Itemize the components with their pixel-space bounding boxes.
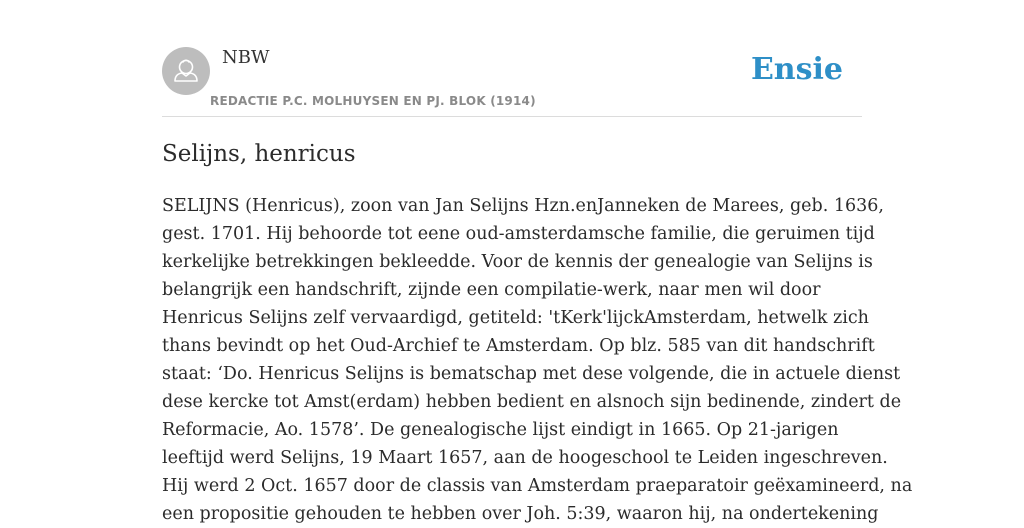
article-line: gest. 1701. Hij behoorde tot eene oud-amsterdamsche familie, die geruimen tijd	[162, 224, 875, 244]
article-line: staat: ‘Do. Henricus Selijns is bematschap met dese volgende, die in actuele dienst	[162, 364, 901, 384]
article-body	[162, 192, 913, 528]
article-line: dese kercke tot Amst(erdam) hebben bedient en alsnoch sijn bedinende, zindert de	[162, 392, 902, 412]
article-line: SELIJNS (Henricus), zoon van Jan Selijns Hzn.enJanneken de Marees, geb. 1636,	[162, 196, 884, 216]
source-subtitle: REDACTIE P.C. MOLHUYSEN EN PJ. BLOK (1914)	[210, 94, 536, 108]
article-line: thans bevindt op het Oud-Archief te Amsterdam. Op blz. 585 van dit handschrift	[162, 336, 875, 356]
article-line: Hij werd 2 Oct. 1657 door de classis van Amsterdam praeparatoir geëxamineerd, na	[162, 476, 913, 496]
article-title: Selijns, henricus	[162, 141, 356, 167]
user-silhouette-icon	[162, 47, 210, 95]
source-avatar	[162, 47, 210, 95]
article-line: leeftijd werd Selijns, 19 Maart 1657, aan de hoogeschool te Leiden ingeschreven.	[162, 448, 888, 468]
article-line: kerkelijke betrekkingen bekleedde. Voor de kennis der genealogie van Selijns is	[162, 252, 873, 272]
source-header	[162, 0, 862, 117]
article-line: Henricus Selijns zelf vervaardigd, getiteld: 'tKerk'lijckAmsterdam, hetwelk zich	[162, 308, 869, 328]
article-line: een propositie gehouden te hebben over Joh. 5:39, waaron hij, na ondertekening	[162, 504, 879, 524]
source-name[interactable]: NBW	[222, 47, 270, 68]
ensie-logo[interactable]: Ensie	[750, 52, 843, 87]
article-line: belangrijk een handschrift, zijnde een compilatie-werk, naar men wil door	[162, 280, 821, 300]
article-line: Reformacie, Ao. 1578’. De genealogische lijst eindigt in 1665. Op 21-jarigen	[162, 420, 839, 440]
